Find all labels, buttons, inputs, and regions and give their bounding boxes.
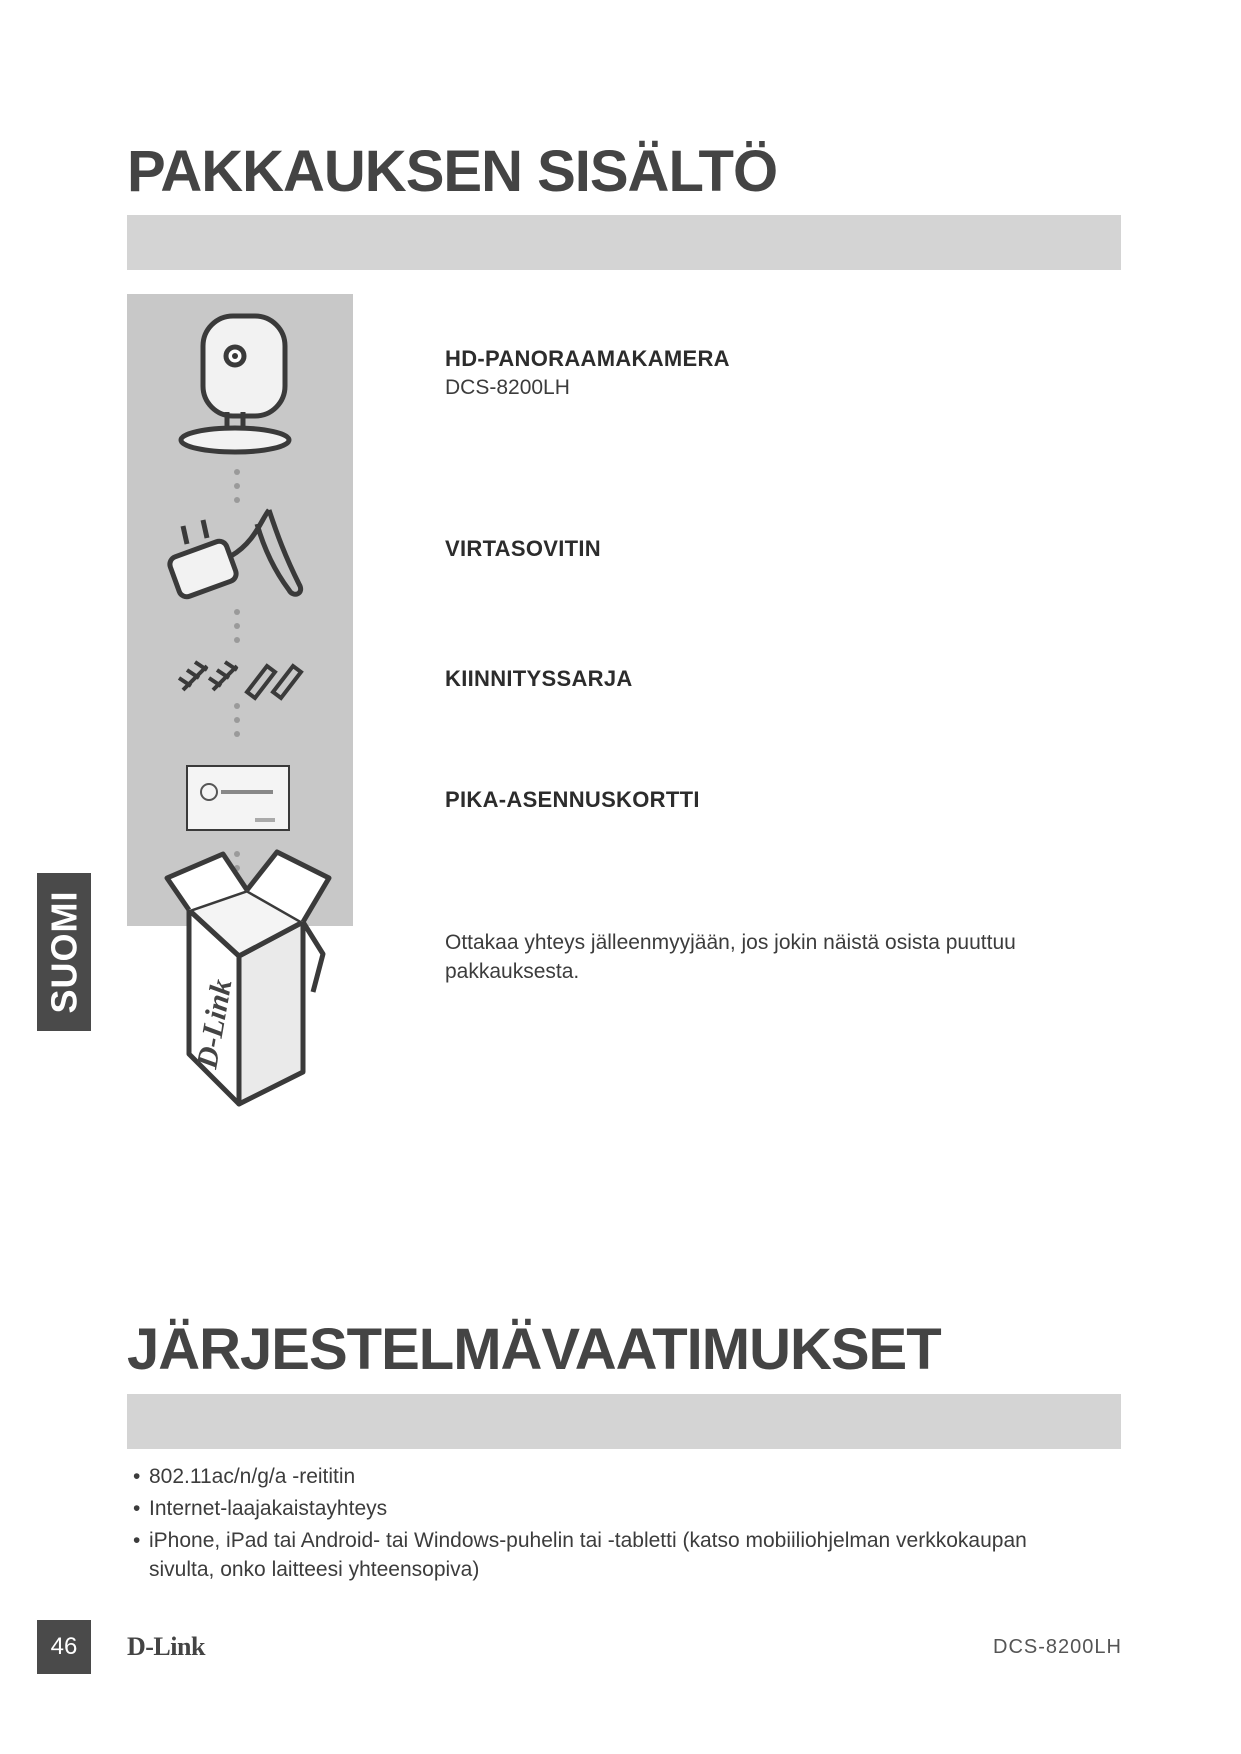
language-side-tab <box>37 873 91 1031</box>
package-contents-illustration <box>127 294 477 1154</box>
title-underline-band <box>127 215 1121 270</box>
missing-items-note: Ottakaa yhteys jälleenmyyjään, jos jokin näistä osista puuttuu pakkauksesta. <box>445 931 1016 983</box>
brand-logo: D-Link <box>127 1632 205 1661</box>
page-number: 46 <box>37 1620 91 1674</box>
box-brand-label: D-Link <box>190 976 239 1072</box>
language-label: SUOMI <box>43 890 85 1014</box>
section-title-system-requirements: JÄRJESTELMÄVAATIMUKSET <box>127 1317 941 1382</box>
item-quick-install-card-title: PIKA-ASENNUSKORTTI <box>445 787 700 812</box>
dlink-box-icon <box>167 852 329 1104</box>
screws-icon <box>179 662 301 698</box>
item-power-adapter-title: VIRTASOVITIN <box>445 536 601 561</box>
camera-icon <box>181 316 289 452</box>
section-title-package-contents: PAKKAUKSEN SISÄLTÖ <box>127 139 778 204</box>
quick-install-card-icon <box>187 766 289 830</box>
list-item: • Internet-laajakaistayhteys <box>133 1494 1093 1523</box>
requirements-list <box>133 1462 1093 1587</box>
item-camera-model: DCS-8200LH <box>445 376 570 399</box>
list-item: • iPhone, iPad tai Android- tai Windows-puhelin tai -tabletti (katso mobiiliohjelman verkkokaupan sivulta, onko laitteesi yhteensopiva) <box>133 1526 1093 1584</box>
power-adapter-icon <box>168 510 301 599</box>
item-camera-title: HD-PANORAAMAKAMERA <box>445 346 730 371</box>
list-item: • 802.11ac/n/g/a -reititin <box>133 1462 1093 1491</box>
title-underline-band <box>127 1394 1121 1449</box>
footer-model: DCS-8200LH <box>993 1636 1122 1658</box>
item-mounting-kit-title: KIINNITYSSARJA <box>445 666 633 691</box>
